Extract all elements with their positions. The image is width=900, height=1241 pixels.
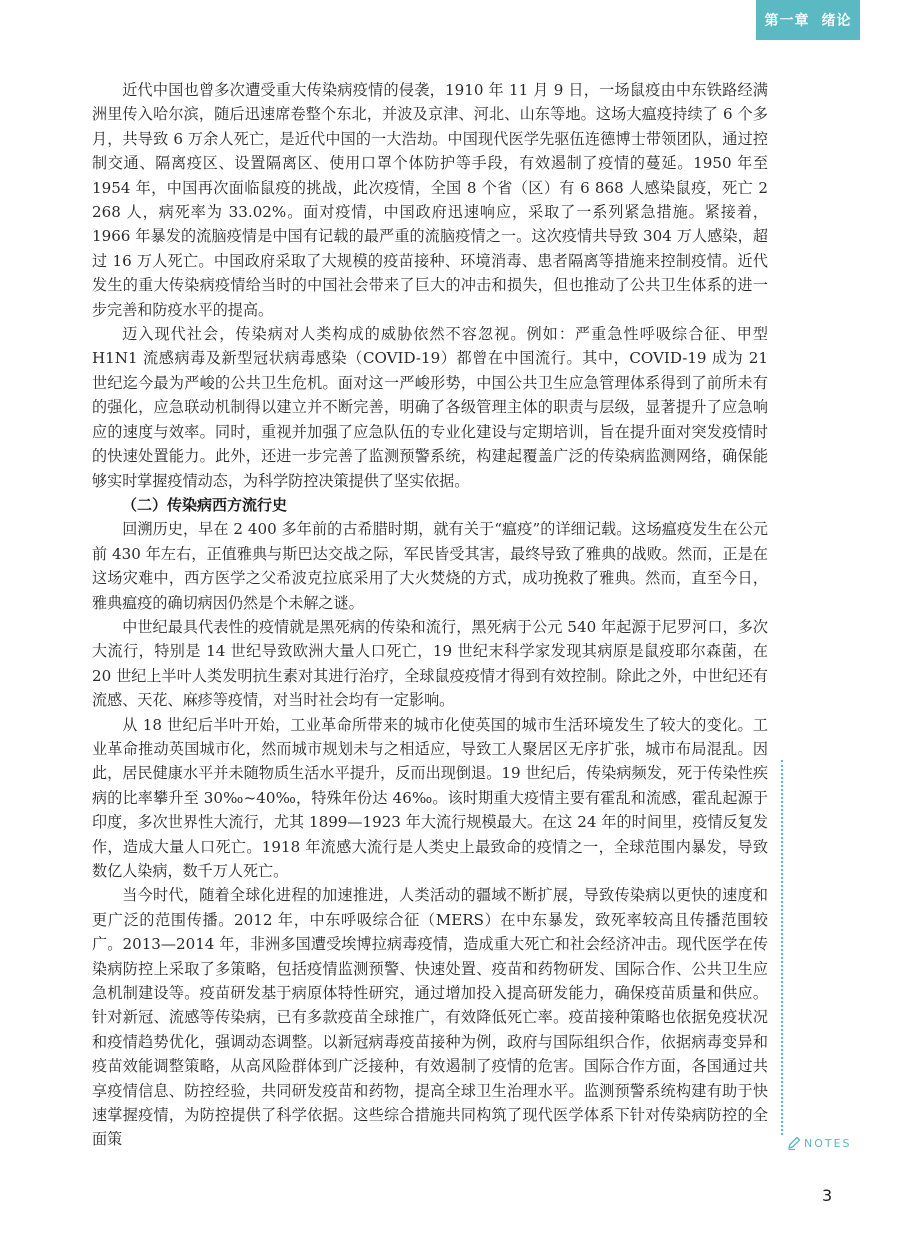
paragraph-athens-plague: 回溯历史，早在 2 400 多年前的古希腊时期，就有关于“瘟疫”的详细记载。这场瘟疫发生在公元前 430 年左右，正值雅典与斯巴达交战之际，军民皆受其害，最终导致了雅典的战败。然而，正是在这场灾难中，西方医学之父希波克拉底采用了大火焚烧的方式，成功挽救了雅典。然而，直至今日，雅典瘟疫的确切病因仍然是个未解之谜。 — [92, 520, 768, 612]
page-number: 3 — [822, 1186, 833, 1205]
page-header — [0, 0, 900, 40]
paragraph-industrial-era: 从 18 世纪后半叶开始，工业革命所带来的城市化使英国的城市生活环境发生了较大的变化。工业革命推动英国城市化，然而城市规划未与之相适应，导致工人聚居区无序扩张，城市布局混乱。因此，居民健康水平并未随物质生活水平提升，反而出现倒退。19 世纪后，传染病频发，死于传染性疾病的比率攀升至 30‰~40‰，特殊年份达 46‰。该时期重大疫情主要有霍乱和流感，霍乱起源于印度，多次世界性大流行，尤其 1899—1923 年大流行规模最大。在这 24 年的时间里，疫情反复发作，造成大量人口死亡。1918 年流感大流行是人类史上最致命的疫情之一，全球范围内暴发，导致数亿人染病，数千万人死亡。 — [92, 715, 768, 880]
paragraph-black-death: 中世纪最具代表性的疫情就是黑死病的传染和流行，黑死病于公元 540 年起源于尼罗河口，多次大流行，特别是 14 世纪导致欧洲大量人口死亡，19 世纪末科学家发现其病原是鼠疫耶尔森菌，在 20 世纪上半叶人类发明抗生素对其进行治疗，全球鼠疫疫情才得到有效控制。除此之外，中世纪还有流感、天花、麻疹等疫情，对当时社会均有一定影响。 — [92, 617, 768, 710]
chapter-title: 绪论 — [821, 13, 852, 29]
notes-margin — [860, 0, 900, 1241]
paragraph-modern-china-epidemics: 近代中国也曾多次遭受重大传染病疫情的侵袭，1910 年 11 月 9 日，一场鼠疫由中东铁路经满洲里传入哈尔滨，随后迅速席卷整个东北，并波及京津、河北、山东等地。这场大瘟疫持续了 6 个多月，共导致 6 万余人死亡，是近代中国的一大浩劫。中国现代医学先驱伍连德博士带领团队，通过控制交通、隔离疫区、设置隔离区、使用口罩个体防护等手段，有效遏制了疫情的蔓延。1950 年至 1954 年，中国再次面临鼠疫的挑战，此次疫情，全国 8 个省（区）有 6 868 人感染鼠疫，死亡 2 268 人，病死率为 33.02%。面对疫情，中国政府迅速响应，采取了一系列紧急措施。紧接着，1966 年暴发的流脑疫情是中国有记载的最严重的流脑疫情之一。这次疫情共导致 304 万人感染，超过 16 万人死亡。中国政府采取了大规模的疫苗接种、环境消毒、患者隔离等措施来控制疫情。近代发生的重大传染病疫情给当时的中国社会带来了巨大的冲击和损失，但也推动了公共卫生体系的进一步完善和防疫水平的提高。 — [92, 81, 768, 319]
section-heading: （二）传染病西方流行史 — [122, 495, 288, 514]
pencil-icon — [786, 1135, 802, 1151]
notes-dotted-guide — [781, 760, 783, 1135]
notes-marker — [786, 1135, 852, 1151]
main-text — [92, 78, 768, 1152]
paragraph-globalization-era: 当今时代，随着全球化进程的加速推进，人类活动的疆域不断扩展，导致传染病以更快的速度和更广泛的范围传播。2012 年，中东呼吸综合征（MERS）在中东暴发，致死率较高且传播范围较广。2013—2014 年，非洲多国遭受埃博拉病毒疫情，造成重大死亡和社会经济冲击。现代医学在传染病防控上采取了多策略，包括疫情监测预警、快速处置、疫苗和药物研发、国际合作、公共卫生应急机制建设等。疫苗研发基于病原体特性研究，通过增加投入提高研发能力，确保疫苗质量和供应。针对新冠、流感等传染病，已有多款疫苗全球推广，有效降低死亡率。疫苗接种策略也依据免疫状况和疫情趋势优化，强调动态调整。以新冠病毒疫苗接种为例，政府与国际组织合作，依据病毒变异和疫苗效能调整策略，从高风险群体到广泛接种，有效遏制了疫情的危害。国际合作方面，各国通过共享疫情信息、防控经验，共同研发疫苗和药物，提高全球卫生治理水平。监测预警系统构建有助于快速掌握疫情，为防控提供了科学依据。这些综合措施共同构筑了现代医学体系下针对传染病防控的全面策 — [92, 886, 769, 1149]
notes-label: NOTES — [804, 1136, 852, 1150]
chapter-header-badge — [756, 0, 860, 40]
chapter-number: 第一章 — [764, 13, 810, 29]
paragraph-contemporary-threats: 迈入现代社会，传染病对人类构成的威胁依然不容忽视。例如：严重急性呼吸综合征、甲型 H1N1 流感病毒及新型冠状病毒感染（COVID-19）都曾在中国流行。其中，COVID-19 成为 21 世纪迄今最为严峻的公共卫生危机。面对这一严峻形势，中国公共卫生应急管理体系得到了前所未有的强化，应急联动机制得以建立并不断完善，明确了各级管理主体的职责与层级，显著提升了应急响应的速度与效率。同时，重视并加强了应急队伍的专业化建设与定期培训，旨在提升面对突发疫情时的快速处置能力。此外，还进一步完善了监测预警系统，构建起覆盖广泛的传染病监测网络，确保能够实时掌握疫情动态，为科学防控决策提供了坚实依据。 — [92, 325, 768, 490]
